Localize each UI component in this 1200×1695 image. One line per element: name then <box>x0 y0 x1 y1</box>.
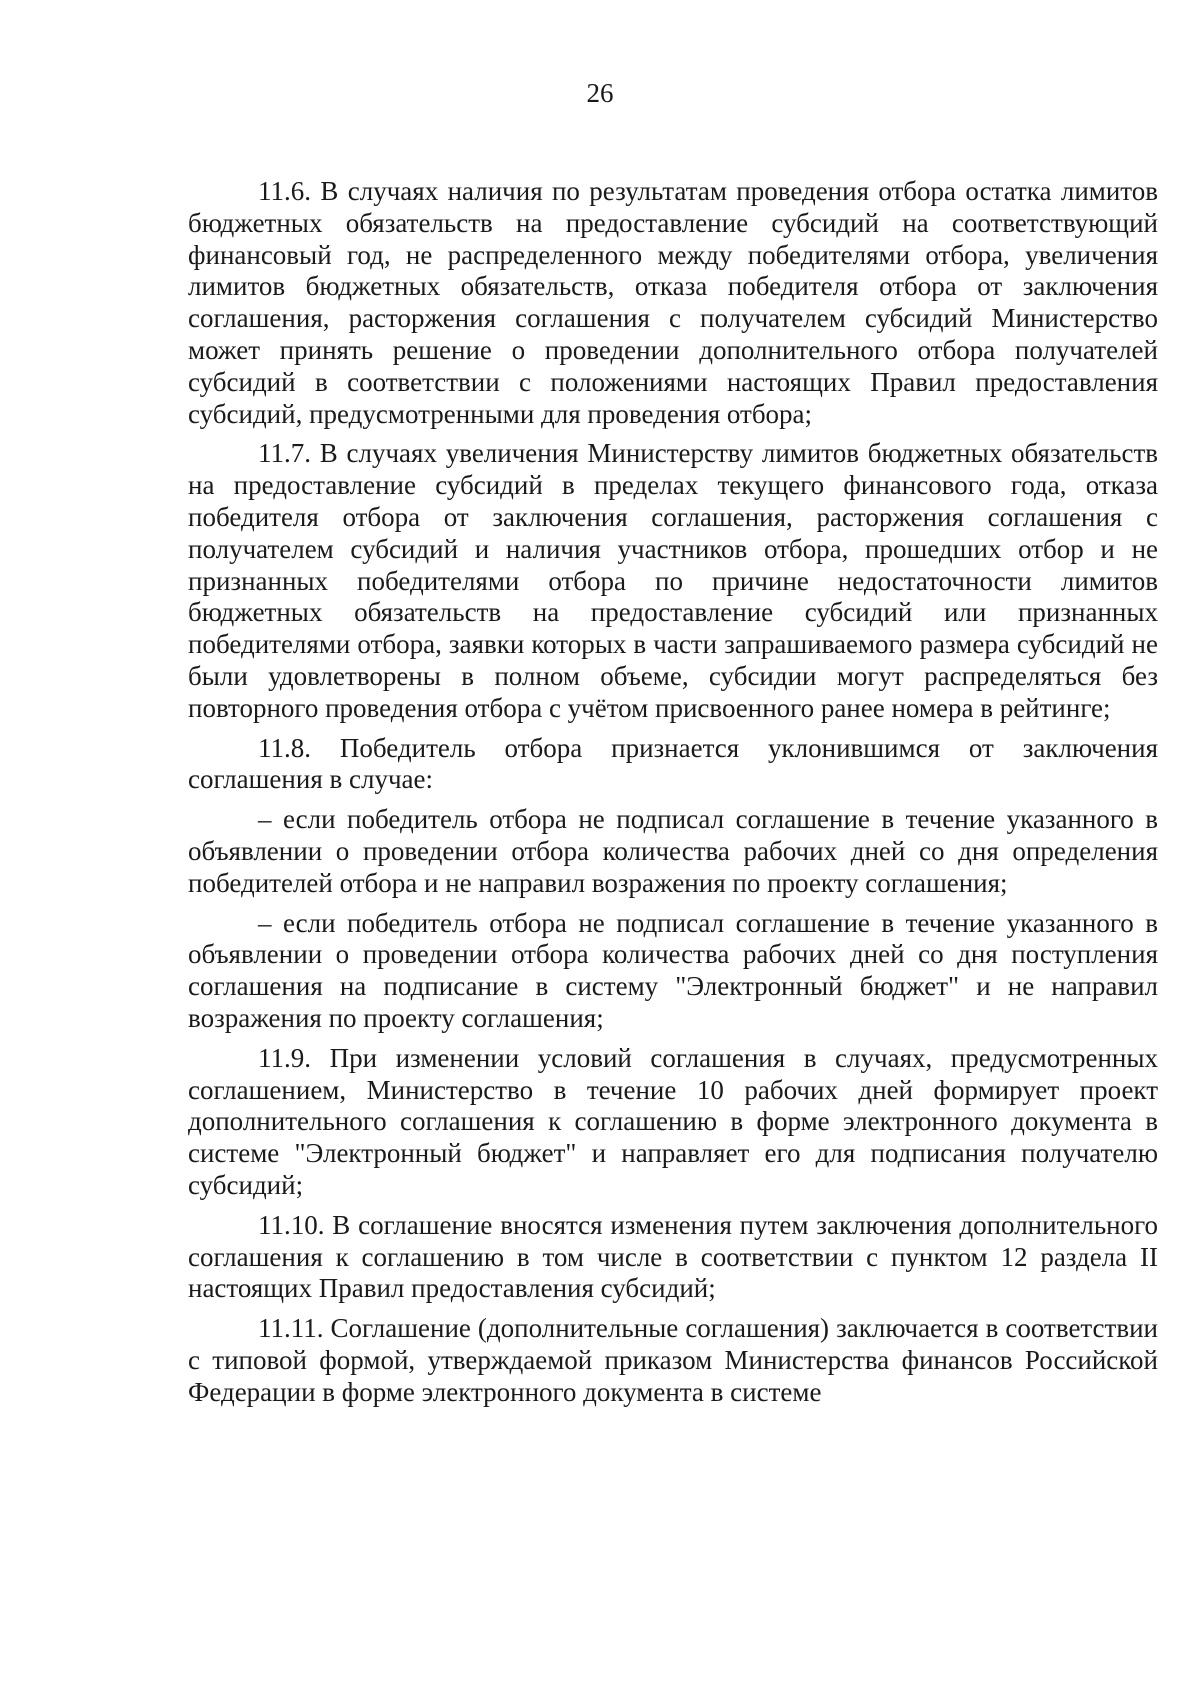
page-number: 26 <box>586 78 614 108</box>
paragraph-11-6: 11.6. В случаях наличия по результатам проведения отбора остатка лимитов бюджетных обязательств на предоставление субсидий на соответствующий финансовый год, не распределенного между победителями отбора, увеличения лимитов бюджетных обязательств, отказа победителя отбора от заключения соглашения, расторжения соглашения с получателем субсидий Министерство может принять решение о проведении дополнительного отбора получателей субсидий в соответствии с положениями настоящих Правил предоставления субсидий, предусмотренными для проведения отбора; <box>188 176 1158 429</box>
paragraph-11-10: 11.10. В соглашение вносятся изменения путем заключения дополнительного соглашения к соглашению в том числе в соответствии с пунктом 12 раздела II настоящих Правил предоставления субсидий; <box>188 1209 1158 1304</box>
paragraph-11-8: 11.8. Победитель отбора признается уклонившимся от заключения соглашения в случае: <box>188 732 1158 795</box>
paragraph-11-11: 11.11. Соглашение (дополнительные соглашения) заключается в соответствии с типовой формой, утверждаемой приказом Министерства финансов Российской Федерации в форме электронного документа в системе <box>188 1313 1158 1407</box>
paragraph-11-8-item-1: – если победитель отбора не подписал соглашение в течение указанного в объявлении о проведении отбора количества рабочих дней со дня определения победителей отбора и не направил возражения по проекту соглашения; <box>188 804 1158 898</box>
paragraph-11-8-item-2: – если победитель отбора не подписал соглашение в течение указанного в объявлении о проведении отбора количества рабочих дней со дня поступления соглашения на подписание в систему "Электронный бюджет" и не направил возражения по проекту соглашения; <box>188 907 1158 1033</box>
document-body <box>188 176 1158 1416</box>
paragraph-11-7: 11.7. В случаях увеличения Министерству лимитов бюджетных обязательств на предоставление субсидий в пределах текущего финансового года, отказа победителя отбора от заключения соглашения, расторжения соглашения с получателем субсидий и наличия участников отбора, прошедших отбор и не признанных победителями отбора по причине недостаточности лимитов бюджетных обязательств на предоставление субсидий или признанных победителями отбора, заявки которых в части запрашиваемого размера субсидий не были удовлетворены в полном объеме, субсидии могут распределяться без повторного проведения отбора с учётом присвоенного ранее номера в рейтинге; <box>188 438 1158 723</box>
paragraph-11-9: 11.9. При изменении условий соглашения в случаях, предусмотренных соглашением, Министерство в течение 10 рабочих дней формирует проект дополнительного соглашения к соглашению в форме электронного документа в системе "Электронный бюджет" и направляет его для подписания получателю субсидий; <box>188 1042 1158 1200</box>
